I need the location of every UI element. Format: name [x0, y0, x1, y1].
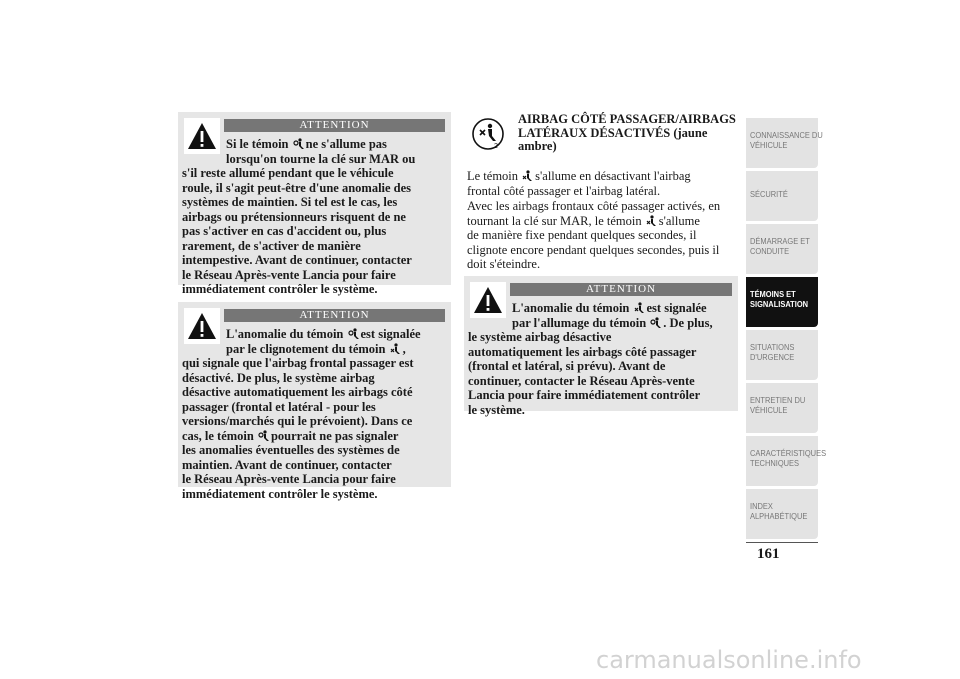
tab-securite[interactable]: SÉCURITÉ: [746, 171, 818, 221]
tab-temoins-et-signalisation[interactable]: TÉMOINS ET SIGNALISATION: [746, 277, 818, 327]
warning-title: ATTENTION: [224, 309, 445, 322]
tab-demarrage-et-conduite[interactable]: DÉMARRAGE ET CONDUITE: [746, 224, 818, 274]
passenger-airbag-off-icon: [471, 117, 505, 151]
page-number: 161: [757, 546, 780, 562]
airbag-warning-icon: [650, 317, 662, 329]
airbag-warning-icon: [293, 138, 305, 150]
warning-title: ATTENTION: [224, 119, 445, 132]
warning-box-3: [464, 276, 738, 417]
passenger-airbag-off-icon: [522, 170, 534, 182]
watermark: carmanualsonline.info: [596, 646, 862, 674]
tab-situations-d-urgence[interactable]: SITUATIONS D'URGENCE: [746, 330, 818, 380]
passenger-airbag-off-icon: [646, 215, 658, 227]
passenger-airbag-off-icon: [390, 343, 402, 355]
warning-title: ATTENTION: [510, 283, 732, 296]
warning-text: L'anomalie du témoin est signalée par le clignotement du témoin , qui signale que l'airbag frontal passager est désactivé. De plus, le système airbag désactive automatiquement les airbags côté passager (frontal et latéral - pour les versions/marchés qui le prévoient). Dans ce cas, le témoin pourrait ne pas signaler les anomalies éventuelles des systèmes de maintien. Avant de continuer, contacter le Réseau Après-vente Lancia pour faire immédiatement contrôler le système.: [182, 327, 421, 501]
passenger-airbag-off-icon: [634, 302, 646, 314]
warning-text: L'anomalie du témoin est signalée par l'allumage du témoin . De plus, le système airbag désactive automatiquement les airbags côté passager (frontal et latéral, si prévu). Avant de continuer, contacter le Réseau Après-vente Lancia pour faire immédiatement contrôler le système.: [468, 301, 713, 417]
section-paragraph-1: Le témoin s'allume en désactivant l'airbag frontal côté passager et l'airbag latéral.: [467, 169, 691, 198]
tab-index-alphabetique[interactable]: INDEX ALPHABÉTIQUE: [746, 489, 818, 539]
warning-text: Si le témoin ne s'allume pas lorsqu'on tourne la clé sur MAR ou s'il reste allumé pendant que le véhicule roule, il s'agit peut-être d'une anomalie des systèmes de maintien. Si tel est le cas, les airbags ou prétensionneurs risquent de ne pas s'activer en cas d'accident ou, plus rarement, de s'activer de manière intempestive. Avant de continuer, contacter le Réseau Après-vente Lancia pour faire immédiatement contrôler le système.: [182, 137, 416, 296]
airbag-warning-icon: [258, 430, 270, 442]
svg-text:2: 2: [494, 143, 498, 150]
page-number-rule: [746, 542, 818, 543]
section-title: AIRBAG CÔTÉ PASSAGER/AIRBAGS LATÉRAUX DÉSACTIVÉS (jaune ambre): [518, 112, 736, 153]
tab-entretien-du-vehicule[interactable]: ENTRETIEN DU VÉHICULE: [746, 383, 818, 433]
warning-box-1: [178, 112, 451, 296]
airbag-warning-icon: [348, 328, 360, 340]
tab-connaissance-du-vehicule[interactable]: CONNAISSANCE DU VÉHICULE: [746, 118, 818, 168]
warning-box-2: [178, 302, 451, 501]
section-paragraph-2: Avec les airbags frontaux côté passager activés, en tournant la clé sur MAR, le témoin s'allume de manière fixe pendant quelques secondes, il clignote encore pendant quelques secondes, puis il doit s'éteindre.: [467, 199, 721, 271]
tab-caracteristiques-techniques[interactable]: CARACTÉRISTIQUES TECHNIQUES: [746, 436, 818, 486]
